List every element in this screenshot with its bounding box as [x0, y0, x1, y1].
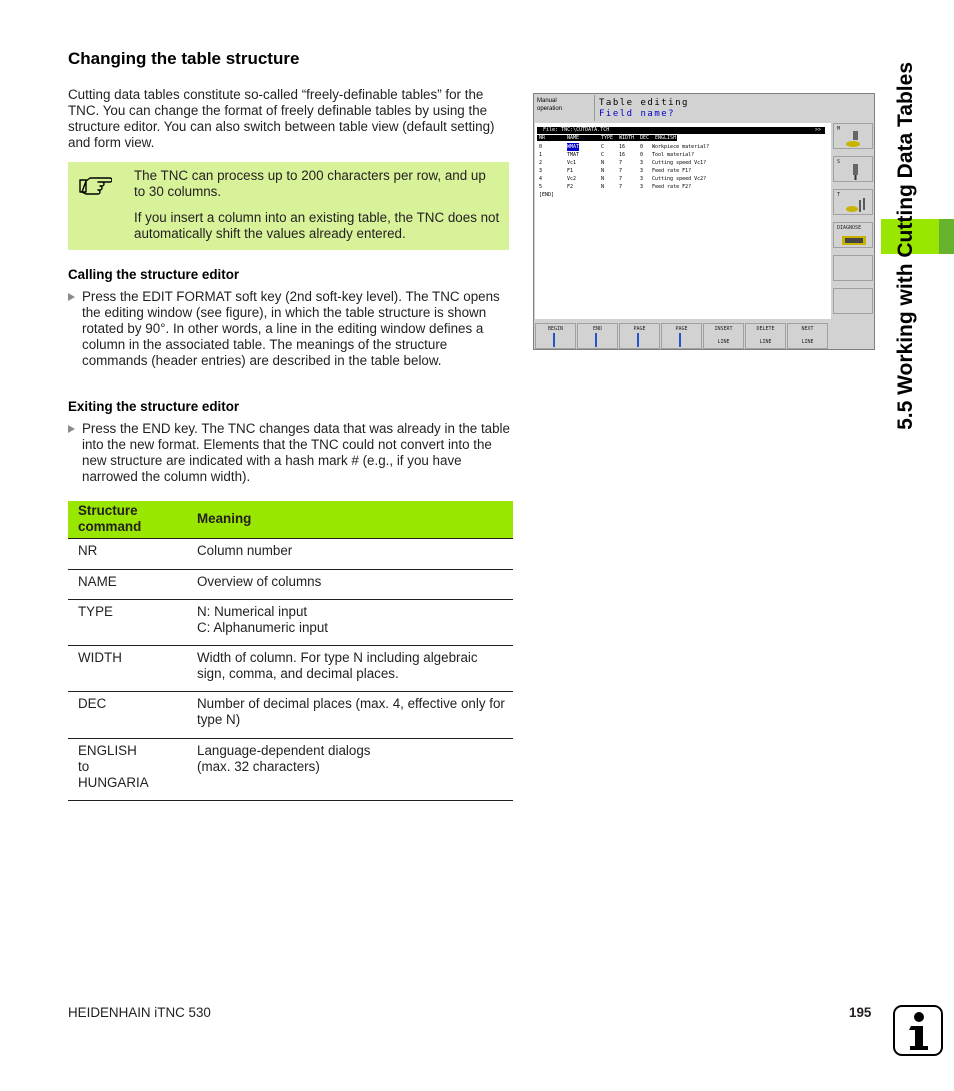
col-nr: NR	[539, 135, 546, 141]
arrow-up-icon	[553, 333, 555, 347]
exiting-step-text: Press the END key. The TNC changes data that was already in the table into the new format. Elements that the TNC could not convert into the new structure are indicated with a hash mark # (e.g., if you have narrowed the column width).	[82, 421, 510, 484]
intro-paragraph: Cutting data tables constitute so-called “freely-definable tables” for the TNC. You can change the format of freely definable tables by using the structure editor. You can also switch between table view (default setting) and form view.	[68, 87, 495, 150]
row-command: WIDTH	[78, 650, 122, 665]
operating-mode: Manual operation	[537, 98, 563, 112]
section-title: Changing the table structure	[68, 49, 300, 68]
table-editor-screen: File: TNC:\CUTDATA.TCH >> NR NAME TYPE WIDTH DEC ENGLISH 0 WMAT C 16 0 Workpiece material? 1 TMAT C 16 0 Tool material? 2 Vc1 N 7 3 Cutting speed Vc1? 3 F1 N 7 3 Feed rate F1? 4 Vc2 N 7 3 Cutting speed Vc2? 5 F2 N 7 3 Feed rate F2? [END]	[535, 123, 831, 319]
softkey-s[interactable]: S	[833, 156, 873, 182]
file-bar	[537, 127, 825, 134]
chapter-tab-edge	[939, 219, 954, 254]
file-name: File: TNC:\CUTDATA.TCH	[543, 127, 610, 133]
softkey-page-down[interactable]: PAGE	[661, 323, 702, 349]
table-header	[68, 501, 513, 539]
info-icon	[893, 1005, 943, 1056]
softkey-next-line[interactable]: NEXT LINE	[787, 323, 828, 349]
row-command: ENGLISH to HUNGARIA	[78, 743, 149, 790]
row-meaning: N: Numerical input C: Alphanumeric input	[197, 604, 329, 635]
row-meaning: Column number	[197, 543, 293, 558]
exiting-heading: Exiting the structure editor	[68, 399, 240, 414]
arrow-down-icon	[679, 333, 681, 347]
table-row	[68, 646, 513, 692]
row-command: TYPE	[78, 604, 113, 619]
screen-titlebar	[594, 95, 874, 121]
screen-prompt: Field name?	[599, 109, 676, 119]
diagnose-icon	[840, 234, 868, 247]
bottom-softkeys	[535, 323, 874, 350]
softkey-t[interactable]: T	[833, 189, 873, 215]
row-command: NR	[78, 543, 98, 558]
softkey-blank-1[interactable]	[833, 255, 873, 281]
page-number: 195	[849, 1005, 872, 1020]
note-box	[68, 162, 509, 250]
col-english: ENGLISH	[655, 135, 677, 141]
bullet-arrow-icon	[68, 293, 75, 301]
footer-manual-name: HEIDENHAIN iTNC 530	[68, 1005, 211, 1020]
softkey-begin[interactable]: BEGIN	[535, 323, 576, 349]
pointing-hand-icon	[78, 172, 112, 196]
note-text-1: The TNC can process up to 200 characters per row, and up to 30 columns.	[134, 168, 486, 199]
col-width: WIDTH	[619, 135, 635, 141]
row-command: NAME	[78, 574, 117, 589]
table-row	[68, 692, 513, 739]
table-row	[68, 600, 513, 646]
softkey-diagnose[interactable]: DIAGNOSE	[833, 222, 873, 248]
calling-step-text: Press the EDIT FORMAT soft key (2nd soft-key level). The TNC opens the editing window (see figure), in which the table structure is shown rotated by 90°. In other words, a line in the editing window defines a column in the associated table. The meanings of the structure commands (header entries) are described in the table below.	[82, 289, 500, 368]
row-meaning: Width of column. For type N including algebraic sign, comma, and decimal places.	[197, 650, 478, 681]
tool-change-icon	[844, 196, 870, 214]
spindle-icon	[844, 130, 866, 148]
col-type: TYPE	[601, 135, 614, 141]
row-meaning: Overview of columns	[197, 574, 322, 589]
row-meaning: Language-dependent dialogs (max. 32 characters)	[197, 743, 371, 774]
row-meaning: Number of decimal places (max. 4, effective only for type N)	[197, 696, 505, 727]
scroll-right-icon: >>	[814, 127, 821, 133]
table-row	[68, 739, 513, 801]
note-text-2: If you insert a column into an existing table, the TNC does not automatically shift the values already entered.	[134, 210, 500, 241]
softkey-page-up[interactable]: PAGE	[619, 323, 660, 349]
softkey-end[interactable]: END	[577, 323, 618, 349]
cursor-cell: WMAT	[567, 144, 580, 150]
calling-heading: Calling the structure editor	[68, 267, 240, 282]
chapter-title-text: 5.5 Working with Cutting Data Tables	[894, 62, 917, 430]
bullet-arrow-icon	[68, 425, 75, 433]
header-structure-command: Structure command	[78, 503, 142, 534]
editor-column-header	[537, 135, 677, 141]
softkey-delete-line[interactable]: DELETE LINE	[745, 323, 786, 349]
softkey-insert-line[interactable]: INSERT LINE	[703, 323, 744, 349]
table-row	[68, 570, 513, 600]
tnc-screenshot	[533, 93, 875, 350]
col-dec: DEC	[640, 135, 650, 141]
header-meaning: Meaning	[197, 511, 252, 526]
screen-title: Table editing	[599, 98, 689, 108]
spindle-speed-icon	[844, 163, 866, 181]
col-name: NAME	[567, 135, 580, 141]
side-chapter-title	[873, 60, 939, 520]
side-softkeys	[833, 123, 874, 319]
arrow-down-icon	[595, 333, 597, 347]
softkey-m[interactable]: M	[833, 123, 873, 149]
arrow-up-icon	[637, 333, 639, 347]
row-command: DEC	[78, 696, 107, 711]
table-row	[68, 539, 513, 570]
softkey-blank-2[interactable]	[833, 288, 873, 314]
